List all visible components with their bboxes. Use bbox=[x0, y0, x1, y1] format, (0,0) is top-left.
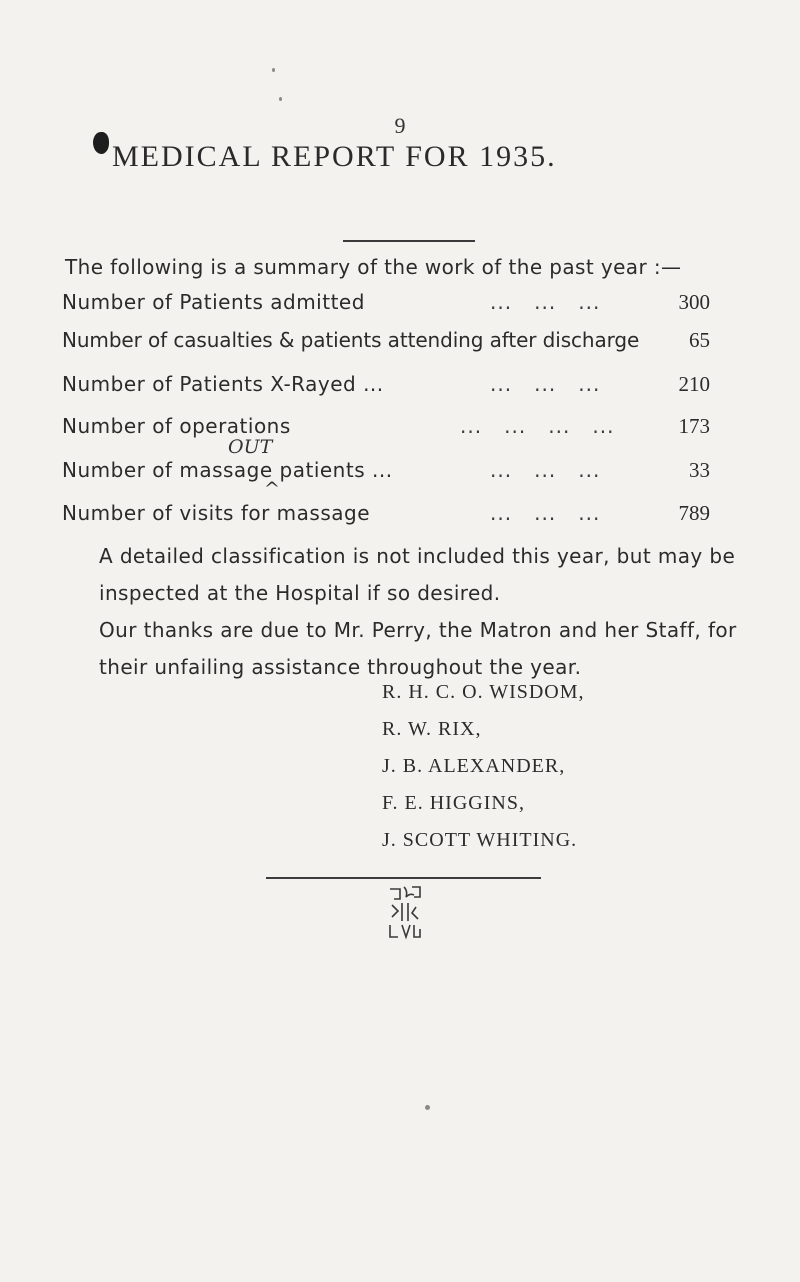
end-divider bbox=[266, 877, 541, 879]
stat-leader-dots: ... ... ... ... bbox=[460, 414, 615, 438]
stat-row bbox=[62, 328, 714, 358]
stat-leader-dots: ... ... ... bbox=[490, 290, 601, 314]
title-divider bbox=[343, 240, 475, 242]
stat-value: 173 bbox=[678, 414, 710, 438]
speck-mark bbox=[279, 97, 282, 101]
stat-value: 65 bbox=[689, 328, 710, 352]
stat-leader-dots: ... ... ... bbox=[490, 458, 601, 482]
page-title: MEDICAL REPORT FOR 1935. bbox=[112, 140, 557, 173]
signatory: R. H. C. O. WISDOM, bbox=[382, 681, 585, 703]
signatory: R. W. RIX, bbox=[382, 718, 482, 740]
stat-label: Number of Patients X-Rayed ... bbox=[62, 372, 384, 396]
stat-value: 789 bbox=[678, 501, 710, 525]
thanks-text: Our thanks are due to Mr. Perry, the Matron and her Staff, for their unfailing assistance throughout the year. bbox=[99, 618, 737, 679]
handwritten-annotation-out: OUT bbox=[228, 436, 273, 458]
signatory: J. SCOTT WHITING. bbox=[382, 829, 578, 851]
stat-row bbox=[62, 501, 714, 531]
thanks-paragraph bbox=[65, 612, 740, 686]
stat-label: Number of Patients admitted bbox=[62, 290, 365, 314]
speck-mark bbox=[272, 68, 275, 72]
stat-value: 33 bbox=[689, 458, 710, 482]
stat-label: Number of visits for massage bbox=[62, 501, 371, 525]
stat-leader-dots: ... ... ... bbox=[490, 372, 601, 396]
stat-row bbox=[62, 290, 714, 320]
intro-text: The following is a summary of the work of the past year :— bbox=[65, 255, 682, 279]
speck-mark bbox=[425, 1105, 430, 1110]
stat-value: 210 bbox=[678, 372, 710, 396]
printer-ornament-icon bbox=[388, 885, 422, 940]
stat-value: 300 bbox=[678, 290, 710, 314]
stat-label: Number of casualties & patients attending after discharge bbox=[62, 328, 640, 352]
signatory: J. B. ALEXANDER, bbox=[382, 755, 566, 777]
stat-label: Number of massage patients ... bbox=[62, 458, 393, 482]
stat-row bbox=[62, 458, 714, 488]
classification-text: A detailed classification is not included this year, but may be inspected at the Hospital if so desired. bbox=[99, 544, 736, 605]
handwritten-annotation-caret: ^ bbox=[264, 478, 280, 500]
signatory: F. E. HIGGINS, bbox=[382, 792, 525, 814]
ink-blot bbox=[93, 132, 109, 154]
classification-paragraph bbox=[65, 538, 740, 612]
stat-label: Number of operations bbox=[62, 414, 291, 438]
stat-row bbox=[62, 372, 714, 402]
stat-leader-dots: ... ... ... bbox=[490, 501, 601, 525]
page-number: 9 bbox=[394, 113, 406, 138]
stat-row bbox=[62, 414, 714, 444]
